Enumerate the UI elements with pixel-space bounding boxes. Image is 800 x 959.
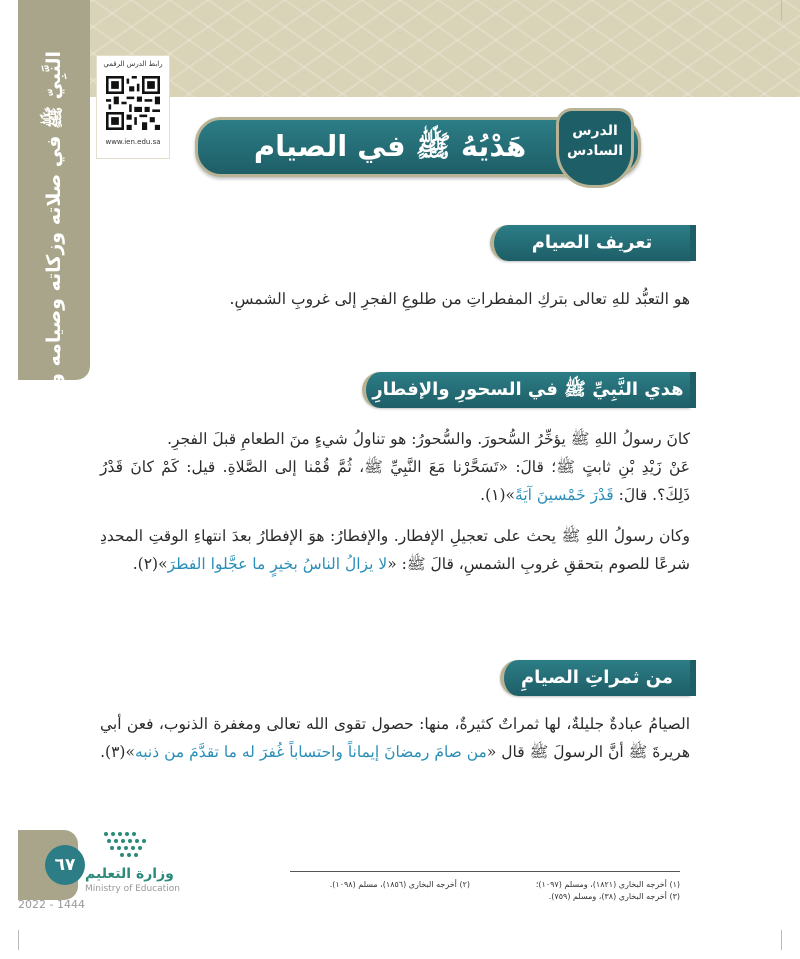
section-heading-suhoor bbox=[362, 372, 690, 408]
digital-lesson-qr[interactable] bbox=[96, 55, 170, 159]
unit-title-vertical bbox=[18, 51, 90, 424]
section-heading-definition-text: تعريف الصيام bbox=[531, 232, 653, 253]
suhoor-hadith-quote: قَدْرَ خَمْسينَ آيَةً bbox=[515, 486, 614, 504]
section-heading-suhoor-text: هدي النَّبِيِّ ﷺ في السحورِ والإفطارِ bbox=[372, 379, 684, 400]
suhoor-hadith-ref: »(١). bbox=[480, 486, 516, 504]
edition-year: 2022 - 1444 bbox=[18, 898, 85, 911]
iftar-hadith-quote: لا يزالُ الناسُ بخيرٍ ما عجَّلوا الفطرَ bbox=[167, 555, 388, 573]
crop-mark bbox=[781, 0, 782, 20]
iftar-paragraph bbox=[100, 522, 690, 578]
suhoor-paragraph-2 bbox=[100, 453, 690, 509]
fruits-hadith-quote: من صامَ رمضانَ إيماناً واحتساباً غُفرَ له ما تقدَّمَ من ذنبه bbox=[134, 743, 487, 761]
section-heading-definition bbox=[490, 225, 690, 261]
qr-caption: رابط الدرس الرقمي bbox=[103, 60, 163, 68]
iftar-hadith-ref: »(٢). bbox=[132, 555, 168, 573]
crop-mark bbox=[781, 930, 782, 950]
section-heading-fruits-text: من ثمراتِ الصيامِ bbox=[520, 667, 674, 688]
fruits-hadith-ref: »(٣). bbox=[100, 743, 135, 761]
footnote-1: (١) أخرجه البخاري (١٨٢١)، ومسلم (١٠٩٧)؛ bbox=[535, 880, 680, 889]
qr-url[interactable]: www.ien.edu.sa bbox=[105, 138, 161, 146]
footnote-2: (٢) أخرجه البخاري (١٨٥٦)، مسلم (١٠٩٨). bbox=[329, 880, 470, 889]
crop-mark bbox=[18, 930, 19, 950]
ministry-name-ar: وزارة التعليم bbox=[85, 866, 174, 882]
ministry-name-en: Ministry of Education bbox=[85, 884, 180, 894]
lesson-title: هَدْيُهُ ﷺ في الصيام bbox=[253, 129, 527, 163]
unit-title-text: النَّبِيّ ﷺ في صلاته وزكاته وصيامه وحجه bbox=[43, 51, 65, 424]
page-number: ٦٧ bbox=[45, 845, 85, 885]
fruits-paragraph bbox=[100, 710, 690, 766]
footnote-3: (٣) أخرجه البخاري (٣٨)، ومسلم (٧٥٩). bbox=[548, 892, 680, 901]
section-heading-fruits bbox=[500, 660, 690, 696]
footnote-divider bbox=[290, 871, 680, 872]
qr-code-icon[interactable] bbox=[106, 76, 160, 130]
lesson-number-badge bbox=[556, 108, 634, 188]
suhoor-hadith-text: عَنْ زَيْدِ بْنِ ثابتٍ ﷺ؛ قالَ: «تَسَحَّرْنا مَعَ النَّبِيِّ ﷺ، ثُمَّ قُمْنا إلى الصَّلاةِ. قيل: كَمْ كانَ قَدْرُ ذَلِكَ؟. قالَ: bbox=[100, 458, 690, 504]
lesson-badge-label: الدرس bbox=[572, 123, 618, 139]
suhoor-paragraph-1: كانَ رسولُ اللهِ ﷺ يؤخِّرُ السُّحورَ. والسُّحورُ: هو تناولُ شيءٍ منَ الطعامِ قبلَ الفجرِ. bbox=[167, 430, 690, 448]
definition-paragraph: هو التعبُّد للهِ تعالى بتركِ المفطراتِ من طلوعِ الفجرِ إلى غروبِ الشمسِ. bbox=[229, 290, 690, 308]
fruits-text: الصيامُ عبادةٌ جليلةٌ، لها ثمراتٌ كثيرةٌ، منها: حصول تقوى الله تعالى ومغفرة الذنوب، فعن أبي هريرةَ ﷺ أنَّ الرسولَ ﷺ قال « bbox=[100, 715, 690, 761]
iftar-text: وكان رسولُ اللهِ ﷺ يحث على تعجيلِ الإفطار. والإفطارُ: هوَ الإفطارُ بعدَ انتهاءِ الوقتِ المحددِ شرعًا للصوم بتحققِ غروبِ الشمسِ، قالَ ﷺ: « bbox=[100, 527, 690, 573]
lesson-badge-ordinal: السادس bbox=[566, 143, 624, 159]
ministry-logo-icon bbox=[100, 830, 150, 864]
